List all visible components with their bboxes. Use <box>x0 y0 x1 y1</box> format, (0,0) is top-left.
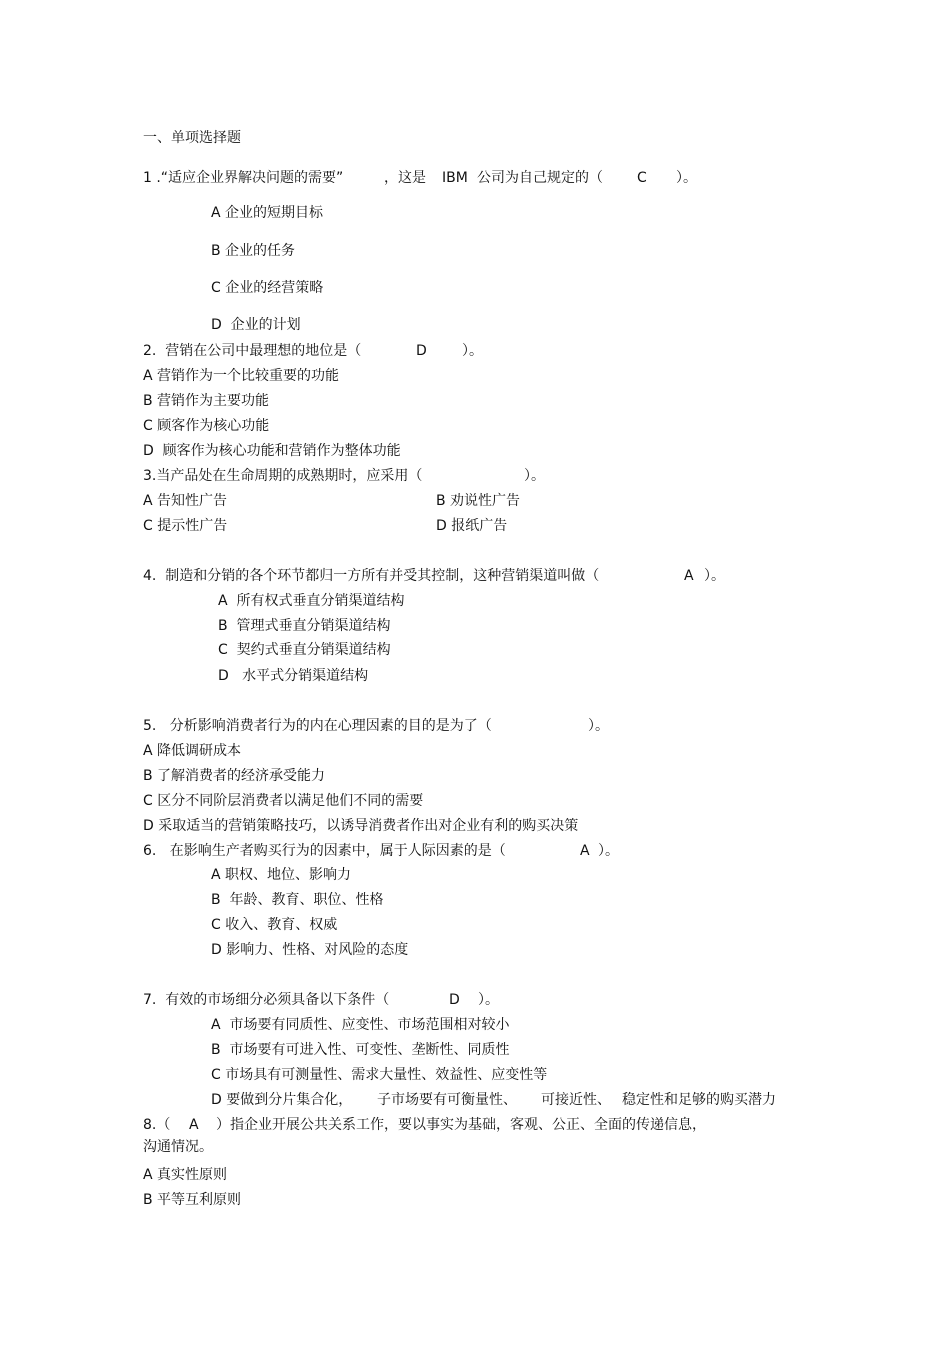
q4-option-b: B 管理式垂直分销渠道结构 <box>218 618 391 634</box>
q6-option-d: D 影响力、性格、对风险的态度 <box>211 942 409 958</box>
q4-stem-end: ）。 <box>704 568 725 584</box>
q1-stem-part4: 公司为自己规定的（ <box>477 170 603 186</box>
q5-option-d: D 采取适当的营销策略技巧，以诱导消费者作出对企业有利的购买决策 <box>143 818 579 834</box>
q7-stem-end: ）。 <box>478 992 499 1008</box>
q3-stem-end: ）。 <box>524 468 545 484</box>
q5-option-a: A 降低调研成本 <box>143 743 242 759</box>
q8-stem-start: 8.（ <box>143 1117 171 1133</box>
q8-option-b: B 平等互利原则 <box>143 1192 242 1208</box>
q6-stem-end: ）。 <box>598 843 619 859</box>
q7-option-d-part1: D 要做到分片集合化， <box>211 1092 353 1108</box>
q6-option-b: B 年龄、教育、职位、性格 <box>211 892 384 908</box>
q1-stem-part3: IBM <box>442 170 468 186</box>
q6-option-c: C 收入、教育、权威 <box>211 917 338 933</box>
q2-option-a: A 营销作为一个比较重要的功能 <box>143 368 340 384</box>
q5-option-c: C 区分不同阶层消费者以满足他们不同的需要 <box>143 793 424 809</box>
q7-option-d-part4: 稳定性和足够的购买潜力 <box>622 1092 776 1108</box>
q4-option-c: C 契约式垂直分销渠道结构 <box>218 642 391 658</box>
q8-answer: A <box>189 1117 199 1133</box>
q2-option-b: B 营销作为主要功能 <box>143 393 270 409</box>
q4-stem: 4. 制造和分销的各个环节都归一方所有并受其控制，这种营销渠道叫做（ <box>143 568 600 584</box>
q7-option-b: B 市场要有可进入性、可变性、垄断性、同质性 <box>211 1042 510 1058</box>
q5-option-b: B 了解消费者的经济承受能力 <box>143 768 326 784</box>
q4-option-a: A 所有权式垂直分销渠道结构 <box>218 593 405 609</box>
q7-stem: 7. 有效的市场细分必须具备以下条件（ <box>143 992 390 1008</box>
q2-stem-end: ）。 <box>462 343 483 359</box>
q3-stem: 3.当产品处在生命周期的成熟期时，应采用（ <box>143 468 423 484</box>
q7-answer: D <box>449 992 460 1008</box>
q1-option-b: B 企业的任务 <box>211 243 296 259</box>
q1-option-a: A 企业的短期目标 <box>211 205 324 221</box>
q1-stem-end: ）。 <box>676 170 697 186</box>
q6-stem: 6. 在影响生产者购买行为的因素中，属于人际因素的是（ <box>143 843 506 859</box>
q1-answer: C <box>637 170 647 186</box>
section-title: 一、单项选择题 <box>143 130 241 146</box>
q8-stem-rest: ）指企业开展公共关系工作，要以事实为基础，客观、公正、全面的传递信息， <box>216 1117 706 1133</box>
q1-option-c: C 企业的经营策略 <box>211 280 324 296</box>
q7-option-c: C 市场具有可测量性、需求大量性、效益性、应变性等 <box>211 1067 548 1083</box>
q1-option-d: D 企业的计划 <box>211 317 301 333</box>
q7-option-d-part2: 子市场要有可衡量性、 <box>377 1092 517 1108</box>
q8-stem-line2: 沟通情况。 <box>143 1139 213 1155</box>
q7-option-a: A 市场要有同质性、应变性、市场范围相对较小 <box>211 1017 510 1033</box>
q3-option-b: B 劝说性广告 <box>436 493 521 509</box>
q4-answer: A <box>684 568 694 584</box>
q1-stem-part2: ，这是 <box>384 170 426 186</box>
q8-option-a: A 真实性原则 <box>143 1167 228 1183</box>
q2-answer: D <box>416 343 427 359</box>
q2-option-c: C 顾客作为核心功能 <box>143 418 270 434</box>
q5-stem: 5. 分析影响消费者行为的内在心理因素的目的是为了（ <box>143 718 492 734</box>
q3-option-d: D 报纸广告 <box>436 518 508 534</box>
q3-option-c: C 提示性广告 <box>143 518 228 534</box>
q6-answer: A <box>580 843 590 859</box>
q5-stem-end: ）。 <box>588 718 609 734</box>
q2-option-d: D 顾客作为核心功能和营销作为整体功能 <box>143 443 401 459</box>
q3-option-a: A 告知性广告 <box>143 493 228 509</box>
q2-stem: 2. 营销在公司中最理想的地位是（ <box>143 343 362 359</box>
q4-option-d: D 水平式分销渠道结构 <box>218 668 369 684</box>
q1-stem-part1: 1 .“适应企业界解决问题的需要” <box>143 170 344 186</box>
q7-option-d-part3: 可接近性、 <box>541 1092 611 1108</box>
q6-option-a: A 职权、地位、影响力 <box>211 867 352 883</box>
